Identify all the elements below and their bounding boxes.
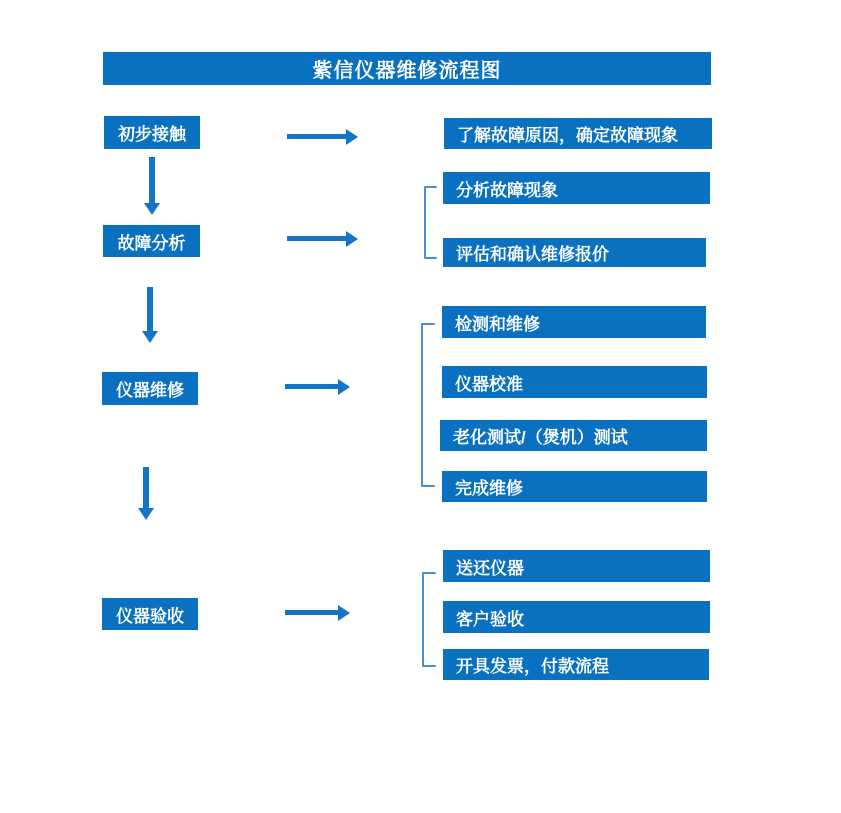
arrow-down-icon xyxy=(144,157,160,215)
detail-box-inspect-repair: 检测和维修 xyxy=(442,306,706,338)
group-bracket-icon xyxy=(422,184,438,262)
arrow-down-icon xyxy=(142,287,158,343)
detail-box-burn-in-test: 老化测试/（煲机）测试 xyxy=(440,420,707,451)
detail-box-return-instrument: 送还仪器 xyxy=(443,550,710,582)
step-box-instrument-acceptance: 仪器验收 xyxy=(102,598,198,630)
detail-box-repair-complete: 完成维修 xyxy=(442,471,707,502)
group-bracket-icon xyxy=(420,570,436,670)
detail-box-invoice-payment: 开具发票，付款流程 xyxy=(443,649,709,680)
step-box-fault-analysis: 故障分析 xyxy=(103,225,200,257)
step-box-instrument-repair: 仪器维修 xyxy=(102,372,198,405)
arrow-down-icon xyxy=(138,467,154,520)
detail-box-understand-fault: 了解故障原因，确定故障现象 xyxy=(444,118,712,149)
group-bracket-icon xyxy=(419,321,436,491)
arrow-right-icon xyxy=(287,129,358,145)
detail-box-analyze-fault: 分析故障现象 xyxy=(443,172,710,204)
detail-box-quote-confirmation: 评估和确认维修报价 xyxy=(443,238,706,267)
flowchart-title: 紫信仪器维修流程图 xyxy=(103,52,711,85)
detail-box-customer-acceptance: 客户验收 xyxy=(443,601,710,633)
detail-box-calibration: 仪器校准 xyxy=(442,366,707,398)
arrow-right-icon xyxy=(285,379,350,395)
arrow-right-icon xyxy=(287,231,358,247)
step-box-initial-contact: 初步接触 xyxy=(104,116,200,149)
arrow-right-icon xyxy=(285,605,350,621)
